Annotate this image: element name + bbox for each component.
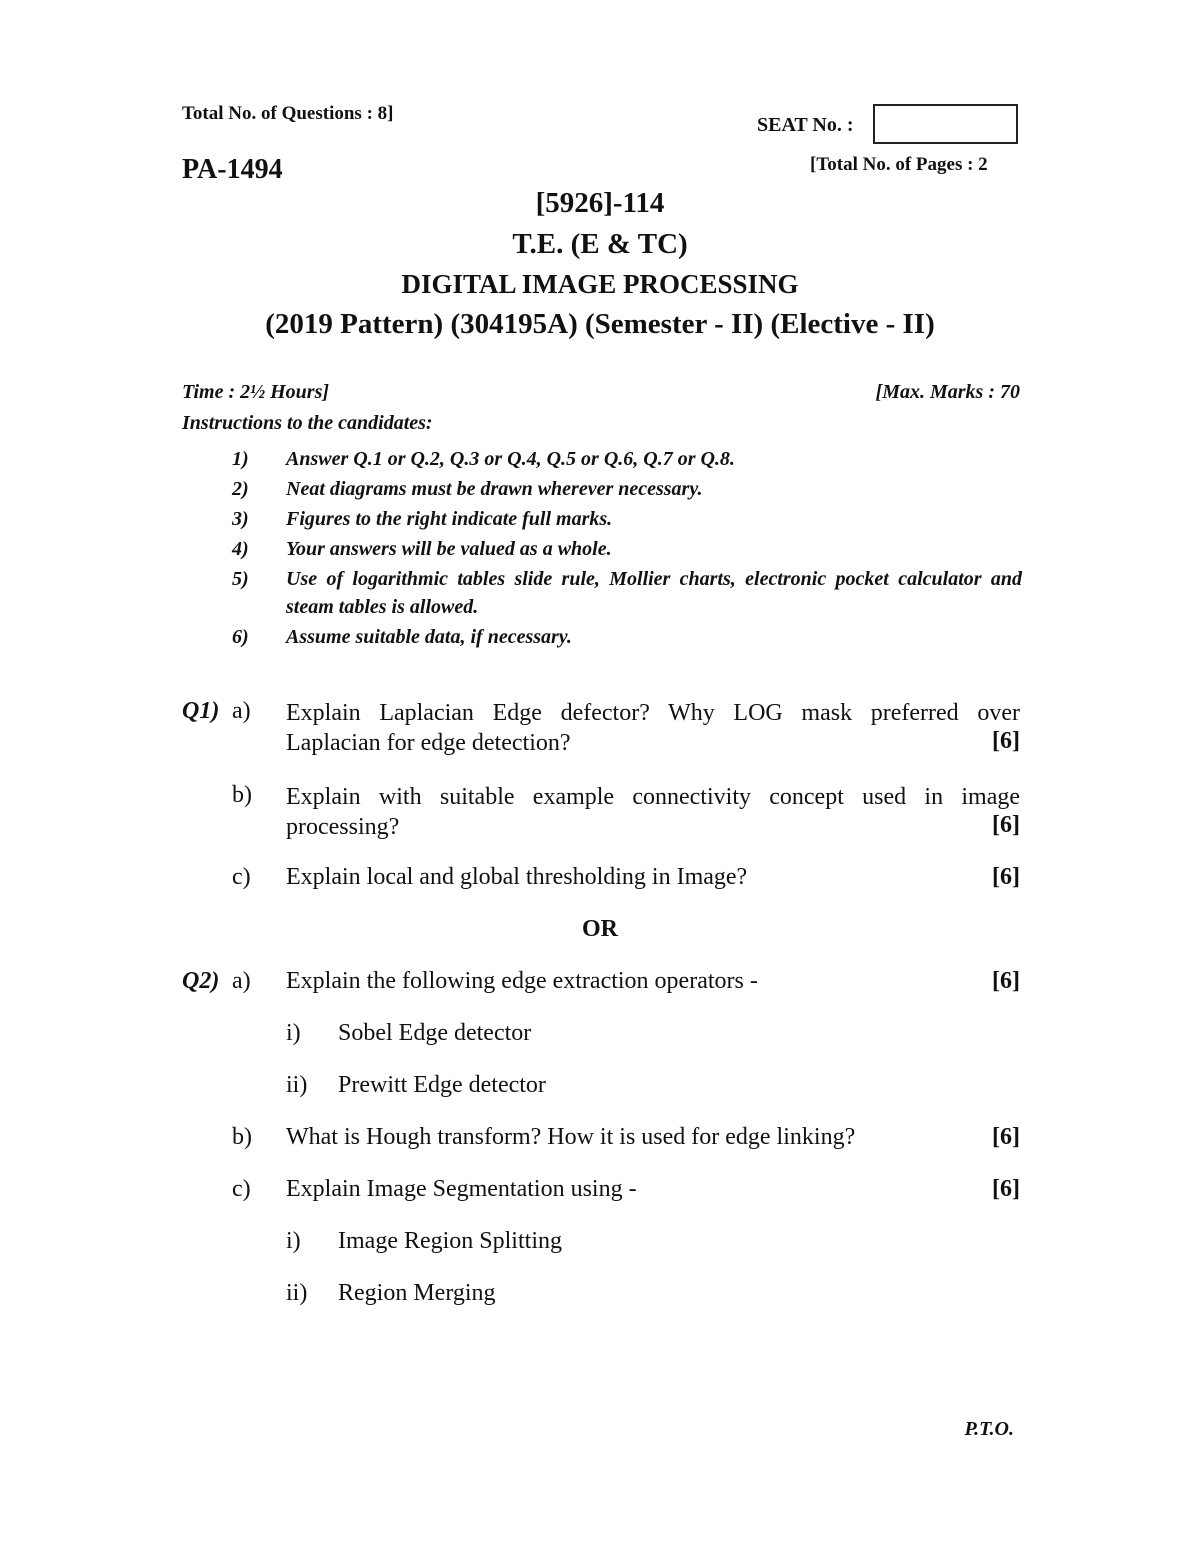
q2b-text: What is Hough transform? How it is used for edge linking? — [286, 1124, 856, 1150]
or-separator: OR — [582, 916, 618, 942]
q1b-text: Explain with suitable example connectivity concept used in image processing? — [286, 784, 1020, 840]
instructions-list — [232, 445, 1022, 653]
q1c-marks: [6] — [992, 864, 1020, 890]
q2c-letter: c) — [232, 1176, 251, 1202]
q2c-sub-num: i) — [286, 1228, 301, 1254]
instruction-item: 5) Use of logarithmic tables slide rule, Mollier charts, electronic pocket calculator and steam tables is allowed. — [232, 568, 1022, 618]
q2c-sub-text: Region Merging — [338, 1280, 496, 1306]
max-marks: [Max. Marks : 70 — [875, 381, 1020, 403]
course-title: T.E. (E & TC) — [512, 228, 688, 260]
instruction-item: 4) Your answers will be valued as a whole. — [232, 538, 612, 560]
total-pages: [Total No. of Pages : 2 — [810, 154, 988, 175]
q2a-sub-text: Prewitt Edge detector — [338, 1072, 546, 1098]
q2-label: Q2) — [182, 968, 220, 994]
pattern-line: (2019 Pattern) (304195A) (Semester - II) (Elective - II) — [265, 308, 935, 340]
q2a-marks: [6] — [992, 968, 1020, 994]
instruction-item: 6) Assume suitable data, if necessary. — [232, 626, 572, 648]
total-questions: Total No. of Questions : 8] — [182, 103, 394, 124]
exam-code: [5926]-114 — [535, 187, 665, 219]
q2c-text: Explain Image Segmentation using - — [286, 1176, 637, 1202]
q1a-text: Explain Laplacian Edge defector? Why LOG mask preferred over Laplacian for edge detection? — [286, 700, 1020, 756]
q1a-letter: a) — [232, 698, 251, 724]
q2c-sub-num: ii) — [286, 1280, 308, 1306]
q1-label: Q1) — [182, 698, 220, 724]
paper-code: PA-1494 — [182, 154, 283, 185]
q1b-marks: [6] — [992, 812, 1020, 838]
seat-label: SEAT No. : — [757, 114, 854, 136]
q2c-marks: [6] — [992, 1176, 1020, 1202]
q2b-letter: b) — [232, 1124, 252, 1150]
q2a-text: Explain the following edge extraction operators - — [286, 968, 758, 994]
q2a-letter: a) — [232, 968, 251, 994]
q1c-text: Explain local and global thresholding in Image? — [286, 864, 748, 890]
pto-label: P.T.O. — [964, 1418, 1014, 1440]
instructions-title: Instructions to the candidates: — [182, 412, 433, 434]
q1c-letter: c) — [232, 864, 251, 890]
q1a-marks: [6] — [992, 728, 1020, 754]
q2b-marks: [6] — [992, 1124, 1020, 1150]
q2c-sub-text: Image Region Splitting — [338, 1228, 562, 1254]
instruction-item: 2) Neat diagrams must be drawn wherever necessary. — [232, 478, 703, 500]
instruction-item: 3) Figures to the right indicate full marks. — [232, 508, 613, 530]
time-label: Time : 2½ Hours] — [182, 381, 330, 403]
seat-number-box — [873, 104, 1018, 144]
q1b-letter: b) — [232, 782, 252, 808]
subject-title: DIGITAL IMAGE PROCESSING — [401, 269, 799, 299]
q2a-sub-num: i) — [286, 1020, 301, 1046]
q2a-sub-text: Sobel Edge detector — [338, 1020, 532, 1046]
instruction-item: 1) Answer Q.1 or Q.2, Q.3 or Q.4, Q.5 or Q.6, Q.7 or Q.8. — [232, 448, 735, 470]
q2a-sub-num: ii) — [286, 1072, 308, 1098]
